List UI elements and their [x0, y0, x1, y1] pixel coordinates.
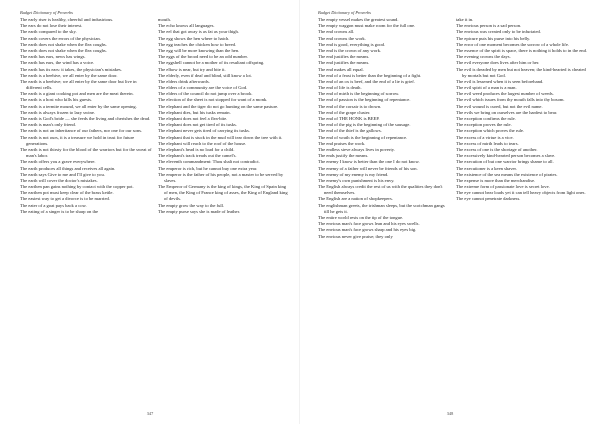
proverb-entry: The epicure puts his purse into his belly. — [456, 35, 531, 41]
proverb-entry: The empty waggon must make room for the full one. — [318, 23, 416, 29]
proverb-entry: The eggs of the brood need to be an odd number. — [158, 54, 248, 60]
proverb-entry: The eating of a singer is to be sharp on the — [20, 208, 99, 214]
proverb-entry: The elephant never gets tired of carrying its tusks. — [158, 128, 250, 134]
proverb-entry: The end of THE HONK is BEEP. — [318, 116, 380, 121]
proverb-entry: The englishman greets, the irishman sleeps, but the scotchman gangs till he gets it. — [318, 202, 445, 214]
proverb-entry: The earthen pan gains nothing by contact with the copper pot. — [20, 184, 134, 190]
proverb-entry: The end crowns the work. — [318, 35, 366, 41]
proverb-entry: The earth compared to the sky. — [20, 29, 77, 35]
proverb-entry: The error of one moment becomes the sorrow of a whole life. — [456, 41, 570, 47]
proverb-entry: The elders drink afterwards. — [158, 78, 210, 84]
proverb-entry: The enemy of a father will never be friends of his son. — [318, 165, 418, 171]
proverb-entry: The evil everyone does lives after him or her. — [456, 60, 540, 66]
proverb-entry: The earth is a beehive, we all enter by the same door. — [20, 72, 118, 78]
proverb-entry: The end of passion is the beginning of repentance. — [318, 97, 411, 103]
proverb-entry: The excess of mirth leads to tears. — [456, 140, 519, 146]
proverb-entry: The elephant's track treads out the camel's. — [158, 153, 237, 159]
proverb-entry: The earth covers the errors of the physician. — [20, 35, 101, 41]
column-1 — [318, 17, 450, 240]
proverb-entry: The end of mirth is the beginning of sorrow. — [318, 91, 400, 97]
columns — [318, 17, 588, 240]
proverb-entry: The elderly, even if deaf and blind, still know a lot. — [158, 72, 252, 78]
proverb-entry: The earth is a beehive; we all enter by the same door but live in different cells. — [20, 78, 137, 91]
proverb-entry: The elephant's head is no load for a child. — [158, 146, 235, 152]
proverb-entry: The egg will be more knowing than the hen. — [158, 47, 240, 53]
proverb-entry: The eye cannot bear loads yet it can tell heavy objects from light ones. — [456, 190, 586, 196]
proverb-entry: The evil is lessened when it is seen beforehand. — [456, 78, 544, 84]
proverb-entry: take it in. — [456, 17, 474, 22]
proverb-entry: The earth is not ours, it is a treasure we hold in trust for future generations. — [20, 134, 135, 146]
proverb-entry: The emperor is the father of his people, not a master to be served by slaves. — [158, 171, 284, 183]
proverb-entry: The elders of a community are the voice of God. — [158, 85, 248, 91]
column-2 — [158, 17, 290, 215]
proverb-entry: The eye cannot penetrate darkness. — [456, 196, 521, 202]
proverb-entry: The end crowns all. — [318, 29, 355, 35]
proverb-entry: The earth has ears, the wind has a voice. — [20, 60, 95, 66]
proverb-entry: The earth says Give to me and I'll give to you. — [20, 171, 105, 177]
proverb-entry: The eleventh commandment: Thou shalt not contradict. — [158, 159, 260, 165]
running-head: Budget Dictionary of Proverbs — [20, 10, 73, 15]
proverb-entry: The end of the corsair is to drown. — [318, 103, 382, 109]
proverb-entry: The enemy I know is better than the one I do not know. — [318, 159, 420, 165]
proverb-entry: The end justifies the means. — [318, 54, 370, 60]
proverb-entry: The evil spirit of a man is a man. — [456, 85, 517, 91]
proverb-entry: The envious person is a sad person. — [456, 23, 522, 29]
proverb-entry: The entire world rests on the tip of the tongue. — [318, 215, 404, 220]
proverb-entry: The end makes all equal. — [318, 66, 364, 72]
proverb-entry: The executioner is a keen shaver. — [456, 165, 517, 171]
proverb-entry: The earth does not shake when the flea coughs. — [20, 47, 107, 53]
proverb-entry: The earth offers you a grave everywhere. — [20, 159, 96, 165]
proverb-entry: The election of the sheet is not stopped for want of a monk. — [158, 97, 268, 103]
proverb-entry: The ends justify the means. — [318, 153, 369, 159]
proverb-entry: The empty purse says she is made of leather. — [158, 208, 241, 214]
proverb-entry: The evil weed produces the largest number of weeds. — [456, 91, 554, 97]
proverb-entry: The evening crowns the days. — [456, 54, 511, 60]
proverb-entry: The earth is man's only friend. — [20, 122, 76, 128]
proverb-entry: The earth is a termite mound, we all enter by the same opening. — [20, 103, 137, 109]
proverb-entry: The eel that got away is as fat as your thigh. — [158, 29, 240, 35]
proverb-entry: The endless sieve always lives in poverty. — [318, 146, 395, 152]
proverb-entry: The existence of the sea means the existence of pirates. — [456, 171, 558, 177]
proverb-entry: The envious man's face grows sharp and his eyes big. — [318, 227, 417, 233]
proverb-entry: The earth is God's bride — she feeds the living and cherishes the dead. — [20, 116, 151, 121]
proverb-entry: The end praises the work. — [318, 140, 366, 146]
proverb-entry: The excess of one is the shortage of another. — [456, 146, 538, 152]
proverb-entry: The easiest way to get a divorce is to be married. — [20, 196, 110, 202]
proverb-entry: The elbow is near, but try and bite it. — [158, 66, 226, 72]
proverb-entry: The envious was created only to be infuriated. — [456, 29, 541, 35]
proverb-entry: The earthen pot must keep clear of the brass kettle. — [20, 190, 114, 196]
proverb-entry: The enemy's own punishment is his envy. — [318, 177, 395, 183]
proverb-entry: The earth is a host who kills his guests. — [20, 97, 93, 103]
proverb-entry: The excessively kind-hearted person becomes a slave. — [456, 153, 556, 159]
proverb-entry: The elephant does not get tired of its tusks. — [158, 122, 237, 128]
proverb-entry: The end of life is death. — [318, 85, 362, 91]
proverb-entry: The exception confirms the rule. — [456, 116, 516, 121]
proverb-entry: The elephant will reach to the roof of the house. — [158, 140, 247, 146]
proverb-entry: The earth has its ears: it takes, the physician's mistakes. — [20, 66, 122, 72]
proverb-entry: The exception proves the rule. — [456, 122, 512, 128]
page-number: 347 — [146, 411, 154, 416]
proverb-entry: The end of the thief is the gallows. — [318, 128, 382, 134]
proverb-entry: mouth. — [158, 17, 171, 22]
proverb-entry: The expense is more than the merchandise. — [456, 177, 536, 183]
proverb-entry: The evil is dreaded by men but not heaven; the kind-hearted is cheated by mortals but not God. — [456, 66, 586, 78]
proverb-entry: The earth will cover the doctor's mistakes. — [20, 177, 98, 183]
columns — [20, 17, 290, 215]
proverb-entry: The egg teaches the chicken how to breed. — [158, 41, 237, 47]
proverb-entry: The extreme form of passionate love is secret love. — [456, 184, 550, 190]
proverb-entry: The echo knows all languages. — [158, 23, 215, 29]
proverb-entry: The earth is always frozen to lazy swine. — [20, 109, 96, 115]
proverb-entry: The ears do not lose their interest. — [20, 23, 83, 29]
proverb-entry: The end is good, everything is good. — [318, 41, 386, 47]
proverb-entry: The earth does not shake when the flea coughs. — [20, 41, 107, 47]
proverb-entry: The evil which issues from thy mouth falls into thy bosom. — [456, 97, 565, 103]
proverb-entry: The evils we bring on ourselves are the hardest to bear. — [456, 109, 558, 115]
proverb-entry: The empty grow the way to the full. — [158, 202, 225, 208]
proverb-entry: The emperor is rich, but he cannot buy one extra year. — [158, 165, 258, 171]
proverb-entry: The earth has ears, news has wings. — [20, 54, 86, 60]
proverb-entry: The end is the crown of any work. — [318, 47, 382, 53]
column-2 — [456, 17, 588, 240]
proverb-entry: The end justifies the means. — [318, 60, 370, 66]
column-1 — [20, 17, 152, 215]
proverb-entry: The end of the grape cluster. — [318, 109, 371, 115]
right-page — [300, 0, 600, 424]
proverb-entry: The earth is not thirsty for the blood of the warriors but for the sweat of man's labor. — [20, 146, 152, 159]
proverb-entry: The elephant does not feel a flea-bite. — [158, 116, 228, 121]
proverb-entry: The evil wound is cured, but not the evil name. — [456, 103, 543, 109]
proverb-entry: The excess of a virtue is a vice. — [456, 134, 514, 140]
proverb-entry: The end of wrath is the beginning of repentance. — [318, 134, 408, 140]
proverb-entry: The enemy of my enemy is my friend. — [318, 171, 389, 177]
proverb-entry: The essence of the spirit is space, there is nothing it holds to in the end. — [456, 47, 588, 53]
running-head: Budget Dictionary of Proverbs — [318, 10, 371, 15]
proverb-entry: The execution of but one warrior brings shame to all. — [456, 159, 554, 165]
proverb-entry: The elephant dies, but his tusks remain. — [158, 109, 231, 115]
proverb-entry: The envious man's face grows lean and his eyes swells. — [318, 221, 420, 227]
proverb-entry: The end of an ox is beef, and the end of a lie is grief. — [318, 78, 415, 84]
proverb-entry: The eggshell cannot be a mother of its resultant offspring. — [158, 60, 265, 66]
proverb-entry: The Emperor of Germany is the king of kings, the King of Spain king of men, the King of France king of asses, the King of England king of devils. — [158, 184, 288, 202]
proverb-entry: The eater of a goat pays back a cow. — [20, 202, 87, 208]
page-number: 348 — [446, 411, 454, 416]
proverb-entry: The exception which proves the rule. — [456, 128, 525, 134]
proverb-entry: The earth produces all things and receives all again. — [20, 165, 116, 171]
proverb-entry: The English always credit the rest of us with the qualities they don't need themselves. — [318, 184, 443, 196]
proverb-entry: The end of the pig is the beginning of the sausage. — [318, 122, 411, 128]
proverb-entry: The English are a nation of shopkeepers. — [318, 196, 393, 202]
proverb-entry: The earth is not an inheritance of our fathers, nor one for our sons. — [20, 128, 143, 134]
proverb-entry: The early riser is healthy, cheerful and industrious. — [20, 17, 114, 22]
proverb-entry: The earth is a giant cooking pot and men are the meat therein. — [20, 91, 134, 97]
proverb-entry: The elders of the council do not jump over a brook. — [158, 91, 253, 97]
proverb-entry: The egg shows the hen where to hatch. — [158, 35, 230, 41]
proverb-entry: The envious never give praise; they only — [318, 233, 393, 239]
proverb-entry: The elephant that is stuck in the mud will tear down the tree with it. — [158, 134, 283, 140]
proverb-entry: The elephant and the tiger do not go hunting on the same pasture. — [158, 103, 279, 109]
proverb-entry: The empty vessel makes the greatest sound. — [318, 17, 399, 22]
proverb-entry: The end of a feast is better than the beginning of a fight. — [318, 72, 422, 78]
